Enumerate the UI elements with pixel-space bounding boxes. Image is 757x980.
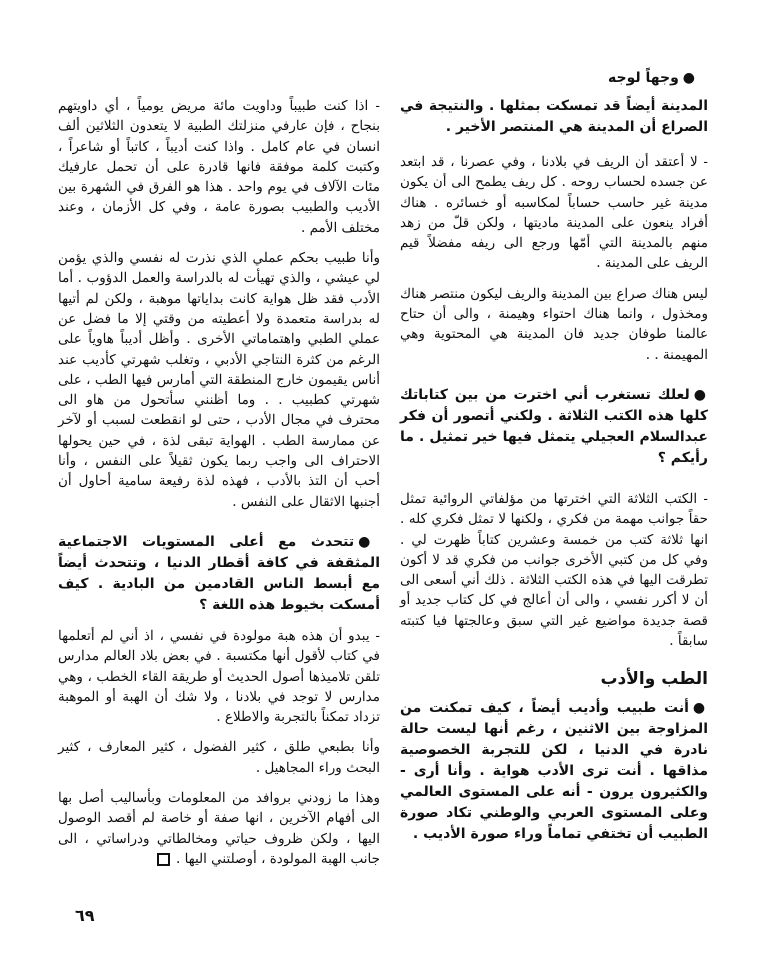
page-number: ٦٩ xyxy=(75,906,95,925)
bullet-icon: ● xyxy=(692,699,709,716)
bullet-icon: ● xyxy=(693,386,708,403)
paragraph: - الكتب الثلاثة التي اخترتها من مؤلفاتي الروائية تمثل حقاً جوانب مهمة من فكري ، ولكنها لا تمثل فكري كله . انها ثلاثة كتب من خمسة وعشرين كتاباً ظهرت لي . وفي كل من كتبي الأخرى جوانب من فكري قد لا أكون تطرقت اليها في هذه الكتب الثلاثة . ذلك أني أسعى الى أن لا أكرر نفسي ، والى أن أعالج في كل كتاب جديد أو قصة جديدة مواضيع غير التي سبق وعالجتها فيا كتبته سابقاً . xyxy=(400,490,708,650)
paragraph: وهذا ما زودني بروافد من المعلومات وبأساليب أصل بها الى أفهام الآخرين ، انها صفة أو خاصة لم أقصد الوصول اليها ، ولكن ظروف حياتي ومخالطاتي ودراساتي ، الى جانب الهبة المولودة ، أوصلتني اليها . xyxy=(58,790,380,867)
question: ●لعلك تستغرب أني اخترت من بين كتاباتك كلها هذه الكتب الثلاثة . ولكني أتصور أن فكر عبدالسلام العجيلي يتمثل فيها خير تمثيل . ما رأيكم ؟ xyxy=(400,386,708,466)
paragraph: - يبدو أن هذه هبة مولودة في نفسي ، اذ أني لم أتعلمها في كتاب لأقول أنها مكتسبة . في بعض بلاد العالم مدارس تلقن تلاميذها أصول الحديث أو طريقة القاء الخطب ، وهي مدارس لا توجد في بلادنا ، ولا شك أن الهبة أو الموهبة تزداد تمكناً بالتجربة والاطلاع . xyxy=(58,627,380,726)
question: ●تتحدث مع أعلى المستويات الاجتماعية المثقفة في كافة أقطار الدنيا ، وتتحدث أيضاً مع أبسط الناس القادمين من البادية . كيف أمسكت بخيوط هذه اللغة ؟ xyxy=(58,533,381,613)
paragraph: المدينة أيضاً قد تمسكت بمثلها . والنتيجة في الصراع أن المدينة هي المنتصر الأخير . xyxy=(400,98,708,135)
running-head: ●وجهاً لوجه xyxy=(608,70,695,86)
paragraph: ليس هناك صراع بين المدينة والريف ليكون منتصر هناك ومخذول ، وانما هناك احتواء وهيمنة ، والى أن حتاح عالمنا طوفان جديد فان المدينة هي المحتوية وهي المهيمنة . . xyxy=(400,285,708,363)
question: ●أنت طبيب وأديب أيضاً ، كيف تمكنت من المزاوجة بين الاثنين ، رغم أنها ليست حالة نادرة في الدنيا ، لكن للتجربة الخصوصية مذاقها . أنت ترى الأدب هواية . وأنا أرى - والكثيرون يرون - أنه على المستوى العالمي وعلى المستوى العربي والوطني تكاد صورة الطبيب أن تختفي تماماً وراء صورة الأديب . xyxy=(400,699,709,842)
paragraph: وأنا بطبعي طلق ، كثير الفضول ، كثير المعارف ، كثير البحث وراء المجاهيل . xyxy=(58,739,380,776)
section-heading: الطب والأدب xyxy=(600,669,708,690)
paragraph: وأنا طبيب بحكم عملي الذي نذرت له نفسي والذي يؤمن لي عيشي ، والذي تهيأت له بالدراسة والعمل الدؤوب . أما الأدب فقد ظل هواية كانت بداياتها موهبة ، ولكن لم أتيها له بدراسة متعمدة ولا أعطيته من وقتي إلا ما فضل عن عملي الطبي واهتماماتي الأخرى . وأظل أديباً هاوياً على الرغم من كثرة النتاجي الأدبي ، وتغلب شهرتي كأديب عند أناس يقيمون خارج المنطقة التي أمارس فيها الطب ، على شهرتي كطبيب . . وما أظنني سأتحول من هاو الى محترف في مجال الأدب ، حتى لو انقطعت لسبب أو لآخر عن ممارسة الطب . الهواية تبقى لذة ، في حين يحولها الاحتراف الى واجب ربما يكون ثقيلاً على النفس ، وأنا أحب أن التذ بالأدب ، فهذه لذة رفيعة سامية أحاول أن أجنبها الاثقال على النفس . xyxy=(58,250,380,510)
bullet-icon: ● xyxy=(682,70,695,86)
left-column xyxy=(58,96,380,869)
end-mark-icon xyxy=(157,853,170,866)
bullet-icon: ● xyxy=(358,533,381,550)
right-column xyxy=(400,96,708,845)
paragraph: - لا أعتقد أن الريف في بلادنا ، وفي عصرنا ، قد ابتعد عن جسده لحساب روحه . كل ريف يطمح الى أن يكون مدينة غير حاسب حساباً لمكاسبه أو خسائره . هناك أفراد ينعون على المدينة ماديتها ، ولكن قلّ من زهد منهم بالمدينة التي أمّها ورجع الى ريفه مفضلاً قيم الريف على المدينة . xyxy=(400,154,708,272)
paragraph: - اذا كنت طبيباً وداويت مائة مريض يومياً ، أي داويتهم بنجاح ، فإن عارفي منزلتك الطبية لا يتعدون الثلاثين ألف انسان في عام كامل . واذا كنت أديباً ، كاتباً أو شاعراً ، وكتبت كلمة موفقة فانها قادرة على أن تحمل عارفيك مئات الآلاف في يوم واحد . هذا هو الفرق في الشهرة بين الأديب والطبيب بصورة عامة ، وفي كل الأزمان ، وعند مختلف الأمم . xyxy=(58,98,380,236)
